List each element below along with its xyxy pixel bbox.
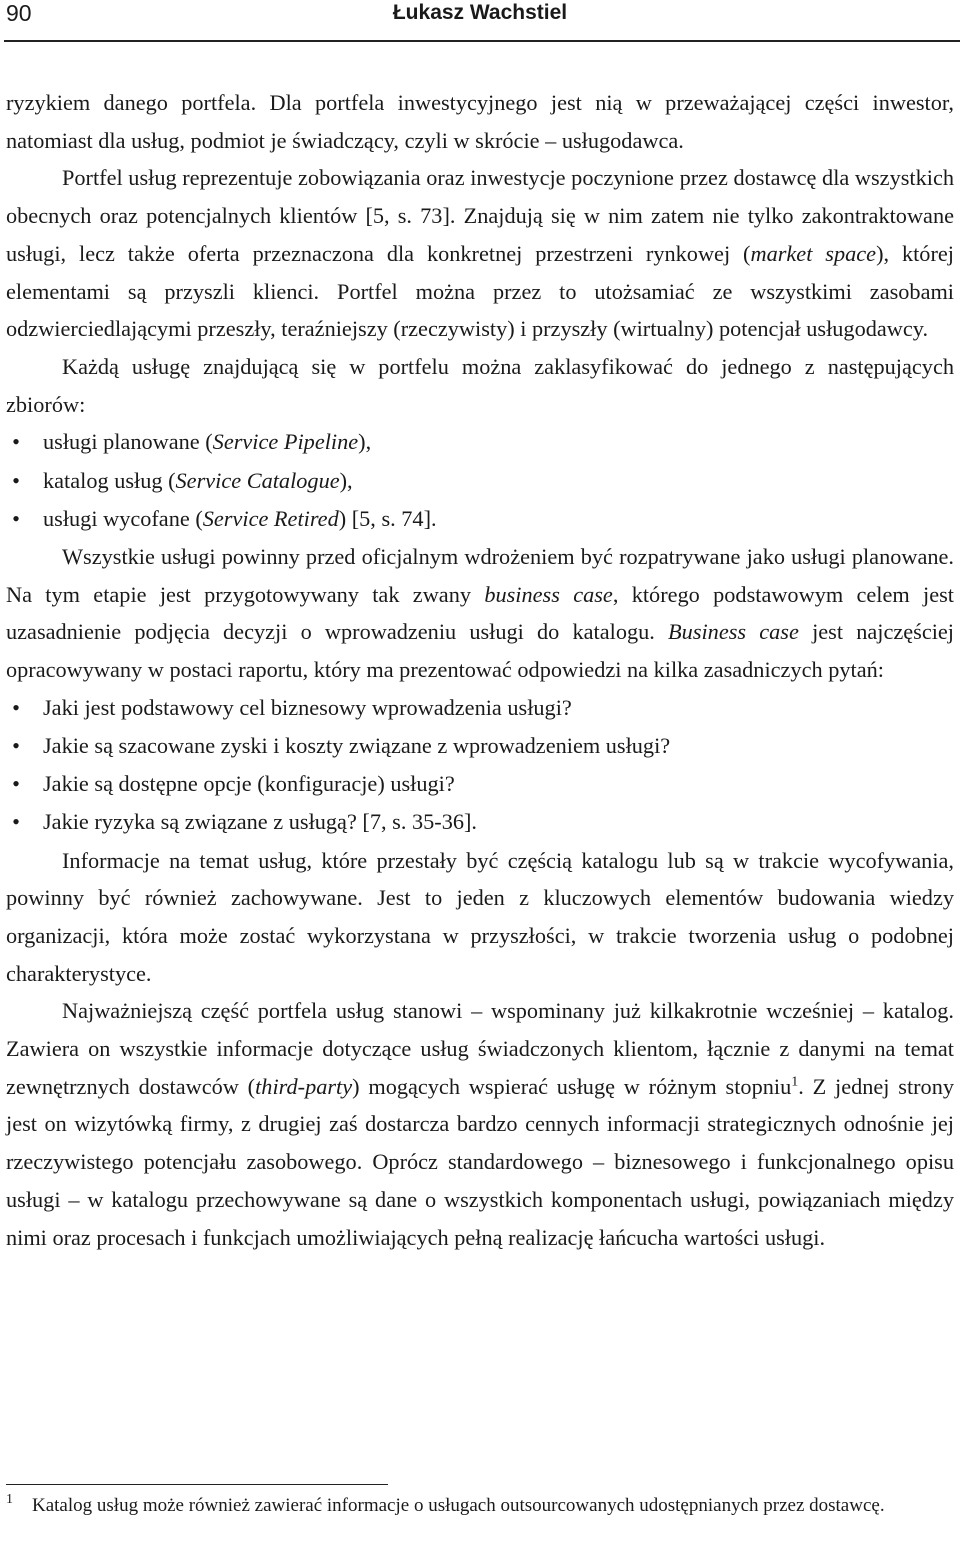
list-item-text: Jakie ryzyka są związane z usługą? [7, s. 35-36]. [43,809,477,835]
list-item [6,727,954,765]
list-item [6,689,954,727]
bullet-icon: • [12,429,20,455]
bullet-icon: • [12,505,20,531]
footnote-reference: 1 [791,1074,799,1090]
footnote [6,1492,954,1520]
header-rule [4,40,960,42]
paragraph-1: ryzykiem danego portfela. Dla portfela inwestycyjnego jest nią w przeważającej części inwestor, natomiast dla usług, podmiot je świadczący, czyli w skrócie – usługodawca. [6,90,954,153]
paragraph-2: Portfel usług reprezentuje zobowiązania oraz inwestycje poczynione przez dostawcę dla wszystkich obecnych oraz potencjalnych klientów [5, s. 73]. Znajdują się w nim zatem nie tylko zakontraktowane usługi, lecz także oferta przeznaczona dla konkretnej przestrzeni rynkowej (market space), której elementami są przyszli klienci. Portfel można przez to utożsamiać ze wszystkimi zasobami odzwierciedlającymi przeszły, teraźniejszy (rzeczywisty) i przyszły (wirtualny) potencjał usługodawcy. [6,165,954,342]
list-item-text: usługi wycofane (Service Retired) [5, s. 74]. [43,505,437,531]
list-item-text: Jakie są szacowane zyski i koszty związane z wprowadzeniem usługi? [43,732,671,758]
page-body [6,84,954,1256]
list-item-text: usługi planowane (Service Pipeline), [43,429,372,455]
list-item-text: katalog usług (Service Catalogue), [43,467,353,493]
list-item [6,423,954,461]
page-header [0,0,960,44]
bullet-icon: • [12,467,20,493]
list-item [6,803,954,841]
footnote-rule [6,1484,388,1485]
running-head-author: Łukasz Wachstiel [392,1,568,24]
list-item [6,462,954,500]
bullet-icon: • [12,771,20,797]
paragraph-3: Każdą usługę znajdującą się w portfelu można zaklasyfikować do jednego z następujących zbiorów: [6,353,954,417]
paragraph-4: Wszystkie usługi powinny przed oficjalnym wdrożeniem być rozpatrywane jako usługi planowane. Na tym etapie jest przygotowywany tak zwany business case, którego podstawowym celem jest uzasadnienie podjęcia decyzji o wprowadzeniu usługi do katalogu. Business case jest najczęściej opracowywany w postaci raportu, który ma prezentować odpowiedzi na kilka zasadniczych pytań: [6,543,955,683]
footnote-mark: 1 [6,1492,13,1507]
bullet-icon: • [12,694,20,720]
bullet-icon: • [12,732,20,758]
list-item [6,500,954,538]
list-item-text: Jakie są dostępne opcje (konfiguracje) usługi? [43,771,455,797]
page-number: 90 [6,0,32,26]
paragraph-6: Najważniejszą część portfela usług stanowi – wspominany już kilkakrotnie wcześniej – katalog. Zawiera on wszystkie informacje dotyczące usług świadczonych klientom, łącznie z danymi na temat zewnętrznych dostawców (third-party) mogących wspierać usługę w różnym stopniu$^1$. Z jednej strony jest on wizytówką firmy, z drugiej zaś dostarcza bardzo cennych informacji strategicznych odnośnie jej rzeczywistego potencjału zasobowego. Oprócz standardowego – biznesowego i funkcjonalnego opisu usługi – w katalogu przechowywane są dane o wszystkich komponentach usługi, powiązaniach między nimi oraz procesach i funkcjach umożliwiających pełną realizację łańcucha wartości usługi. [6,998,955,1250]
bullet-icon: • [12,809,20,835]
list-item-text: Jaki jest podstawowy cel biznesowy wprowadzenia usługi? [43,694,572,720]
paragraph-5: Informacje na temat usług, które przestały być częścią katalogu lub są w trakcie wycofywania, powinny być również zachowywane. Jest to jeden z kluczowych elementów budowania wiedzy organizacji, która może zostać wykorzystana w przyszłości, w trakcie tworzenia usług o podobnej charakterystyce. [6,847,954,986]
service-sets-list [6,423,954,538]
list-item [6,765,954,803]
business-case-questions-list [6,689,954,842]
footnote-text: Katalog usług może również zawierać informacje o usługach outsourcowanych udostępnianych przez dostawcę. [32,1495,885,1516]
